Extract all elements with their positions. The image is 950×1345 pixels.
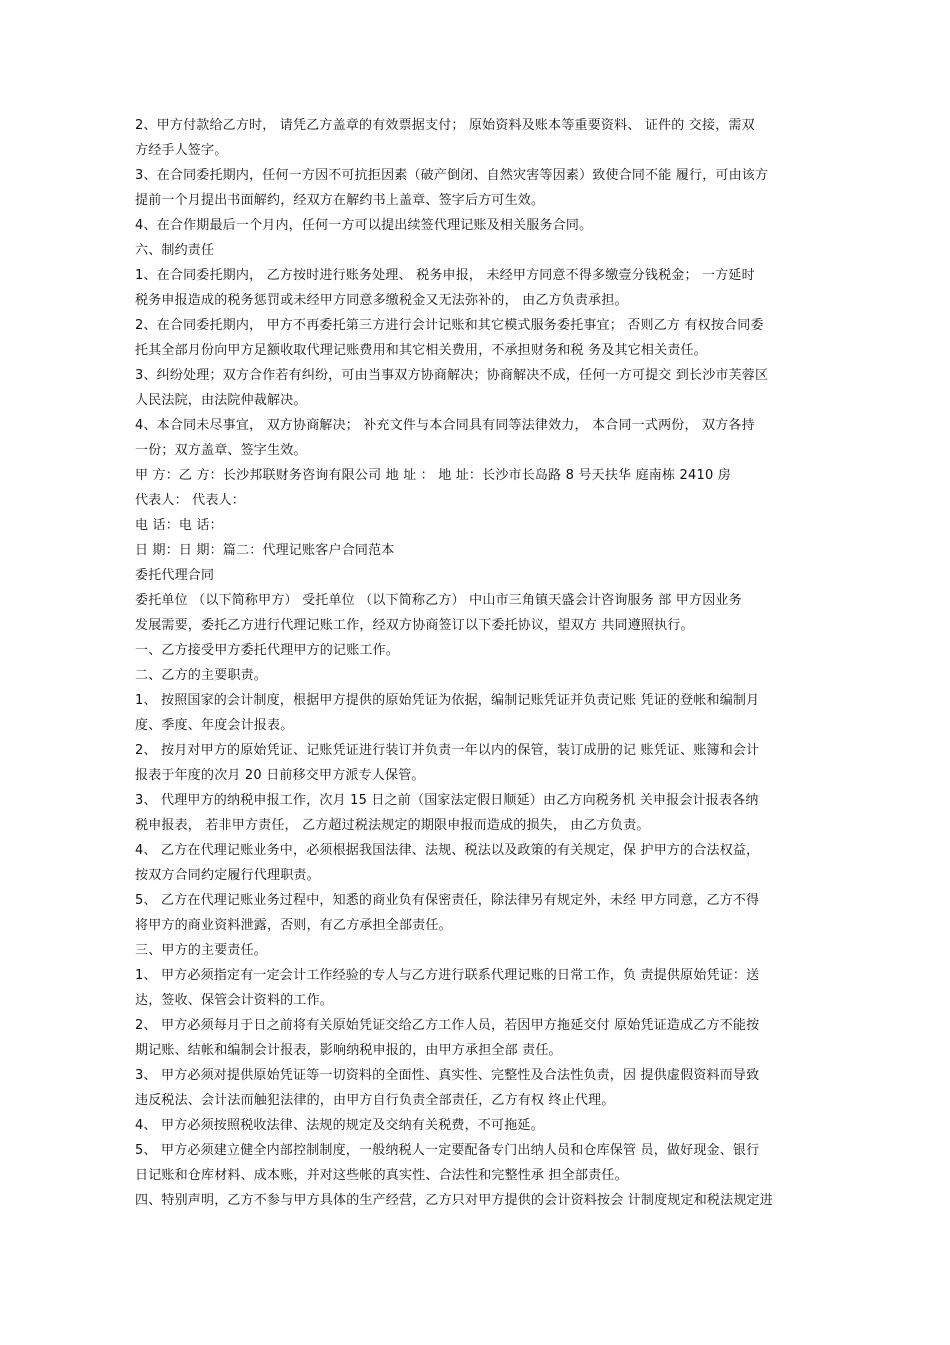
text-line: 1、 甲方必须指定有一定会计工作经验的专人与乙方进行联系代理记账的日常工作，负 责提供原始凭证：送 <box>135 968 760 983</box>
section-heading: 委托代理合同 <box>135 568 215 583</box>
text-line: 4、在合作期最后一个月内，任何一方可以提出续签代理记账及相关服务合同。 <box>135 218 593 233</box>
text-line: 一份；双方盖章、签字生效。 <box>135 443 307 458</box>
text-line: 4、 甲方必须按照税收法律、法规的规定及交纳有关税费，不可拖延。 <box>135 1118 544 1133</box>
text-line: 报表于年度的次月 20 日前移交甲方派专人保管。 <box>135 768 425 783</box>
text-line: 1、 按照国家的会计制度，根据甲方提供的原始凭证为依据，编制记账凭证并负责记账 凭证的登帐和编制月 <box>135 693 760 708</box>
text-line: 3、纠纷处理；双方合作若有纠纷，可由当事双方协商解决；协商解决不成，任何一方可提交 到长沙市芙蓉区 <box>135 368 769 383</box>
text-line: 5、 甲方必须建立健全内部控制制度，一般纳税人一定要配备专门出纳人员和仓库保管 员，做好现金、银行 <box>135 1143 760 1158</box>
text-line: 委托单位 （以下简称甲方） 受托单位 （以下简称乙方） 中山市三角镇天盛会计咨询服务 部 甲方因业务 <box>135 593 742 608</box>
text-line: 托其全部月份向甲方足额收取代理记账费用和其它相关费用，不承担财务和税 务及其它相关责任。 <box>135 343 707 358</box>
text-line: 一、乙方接受甲方委托代理甲方的记账工作。 <box>135 643 400 658</box>
text-line: 度、季度、年度会计报表。 <box>135 718 294 733</box>
text-line: 日 期：日 期：篇二：代理记账客户合同范本 <box>135 543 395 558</box>
text-line: 将甲方的商业资料泄露，否则，有乙方承担全部责任。 <box>135 918 452 933</box>
section-heading: 三、甲方的主要责任。 <box>135 943 268 958</box>
text-line: 税申报表， 若非甲方责任， 乙方超过税法规定的期限申报而造成的损失， 由乙方负责。 <box>135 818 650 833</box>
text-line: 2、在合同委托期内， 甲方不再委托第三方进行会计记账和其它模式服务委托事宜； 否则乙方 有权按合同委 <box>135 318 764 333</box>
text-line: 3、 代理甲方的纳税申报工作，次月 15 日之前（国家法定假日顺延）由乙方向税务机 关申报会计报表各纳 <box>135 793 759 808</box>
text-line: 2、甲方付款给乙方时， 请凭乙方盖章的有效票据支付； 原始资料及账本等重要资料、 证件的 交接，需双 <box>135 118 755 133</box>
text-line: 4、本合同未尽事宜， 双方协商解决； 补充文件与本合同具有同等法律效力， 本合同一式两份， 双方各持 <box>135 418 755 433</box>
section-heading: 六、制约责任 <box>135 243 215 258</box>
text-line: 方经手人签字。 <box>135 143 228 158</box>
text-line: 四、特别声明，乙方不参与甲方具体的生产经营，乙方只对甲方提供的会计资料按会 计制度规定和税法规定进 <box>135 1193 773 1208</box>
text-line: 提前一个月提出书面解约，经双方在解约书上盖章、签字后方可生效。 <box>135 193 545 208</box>
text-line: 日记账和仓库材料、成本账，并对这些帐的真实性、合法性和完整性承 担全部责任。 <box>135 1168 628 1183</box>
text-line: 3、 甲方必须对提供原始凭证等一切资料的全面性、真实性、完整性及合法性负责，因 提供虚假资料而导致 <box>135 1068 760 1083</box>
text-line: 5、 乙方在代理记账业务过程中，知悉的商业负有保密责任，除法律另有规定外，未经 甲方同意，乙方不得 <box>135 893 760 908</box>
text-line: 甲 方：乙 方：长沙邦联财务咨询有限公司 地 址 ： 地 址：长沙市长岛路 8 号天扶华 庭南栋 2410 房 <box>135 468 731 483</box>
text-line: 人民法院，由法院仲裁解决。 <box>135 393 307 408</box>
text-line: 2、 按月对甲方的原始凭证、记账凭证进行装订并负责一年以内的保管，装订成册的记 账凭证、账簿和会计 <box>135 743 760 758</box>
text-line: 1、在合同委托期内， 乙方按时进行账务处理、 税务申报， 未经甲方同意不得多缴壹分钱税金； 一方延时 <box>135 268 755 283</box>
text-line: 4、 乙方在代理记账业务中，必须根据我国法律、法规、税法以及政策的有关规定，保 护甲方的合法权益， <box>135 843 760 858</box>
text-line: 代表人： 代表人： <box>135 493 245 508</box>
text-line: 3、在合同委托期内，任何一方因不可抗拒因素（破产倒闭、自然灾害等因素）致使合同不能 履行，可由该方 <box>135 168 769 183</box>
text-line: 违反税法、会计法而触犯法律的，由甲方自行负责全部责任，乙方有权 终止代理。 <box>135 1093 615 1108</box>
text-line: 电 话：电 话： <box>135 518 223 533</box>
text-line: 期记账、结帐和编制会计报表，影响纳税申报的，由甲方承担全部 责任。 <box>135 1043 562 1058</box>
section-heading: 二、乙方的主要职责。 <box>135 668 268 683</box>
text-line: 2、 甲方必须每月于日之前将有关原始凭证交给乙方工作人员，若因甲方拖延交付 原始凭证造成乙方不能按 <box>135 1018 760 1033</box>
text-line: 发展需要，委托乙方进行代理记账工作，经双方协商签订以下委托协议，望双方 共同遵照执行。 <box>135 618 694 633</box>
text-line: 税务申报造成的税务惩罚或未经甲方同意多缴税金又无法弥补的， 由乙方负责承担。 <box>135 293 628 308</box>
text-line: 达，签收、保管会计资料的工作。 <box>135 993 334 1008</box>
text-line: 按双方合同约定履行代理职责。 <box>135 868 320 883</box>
